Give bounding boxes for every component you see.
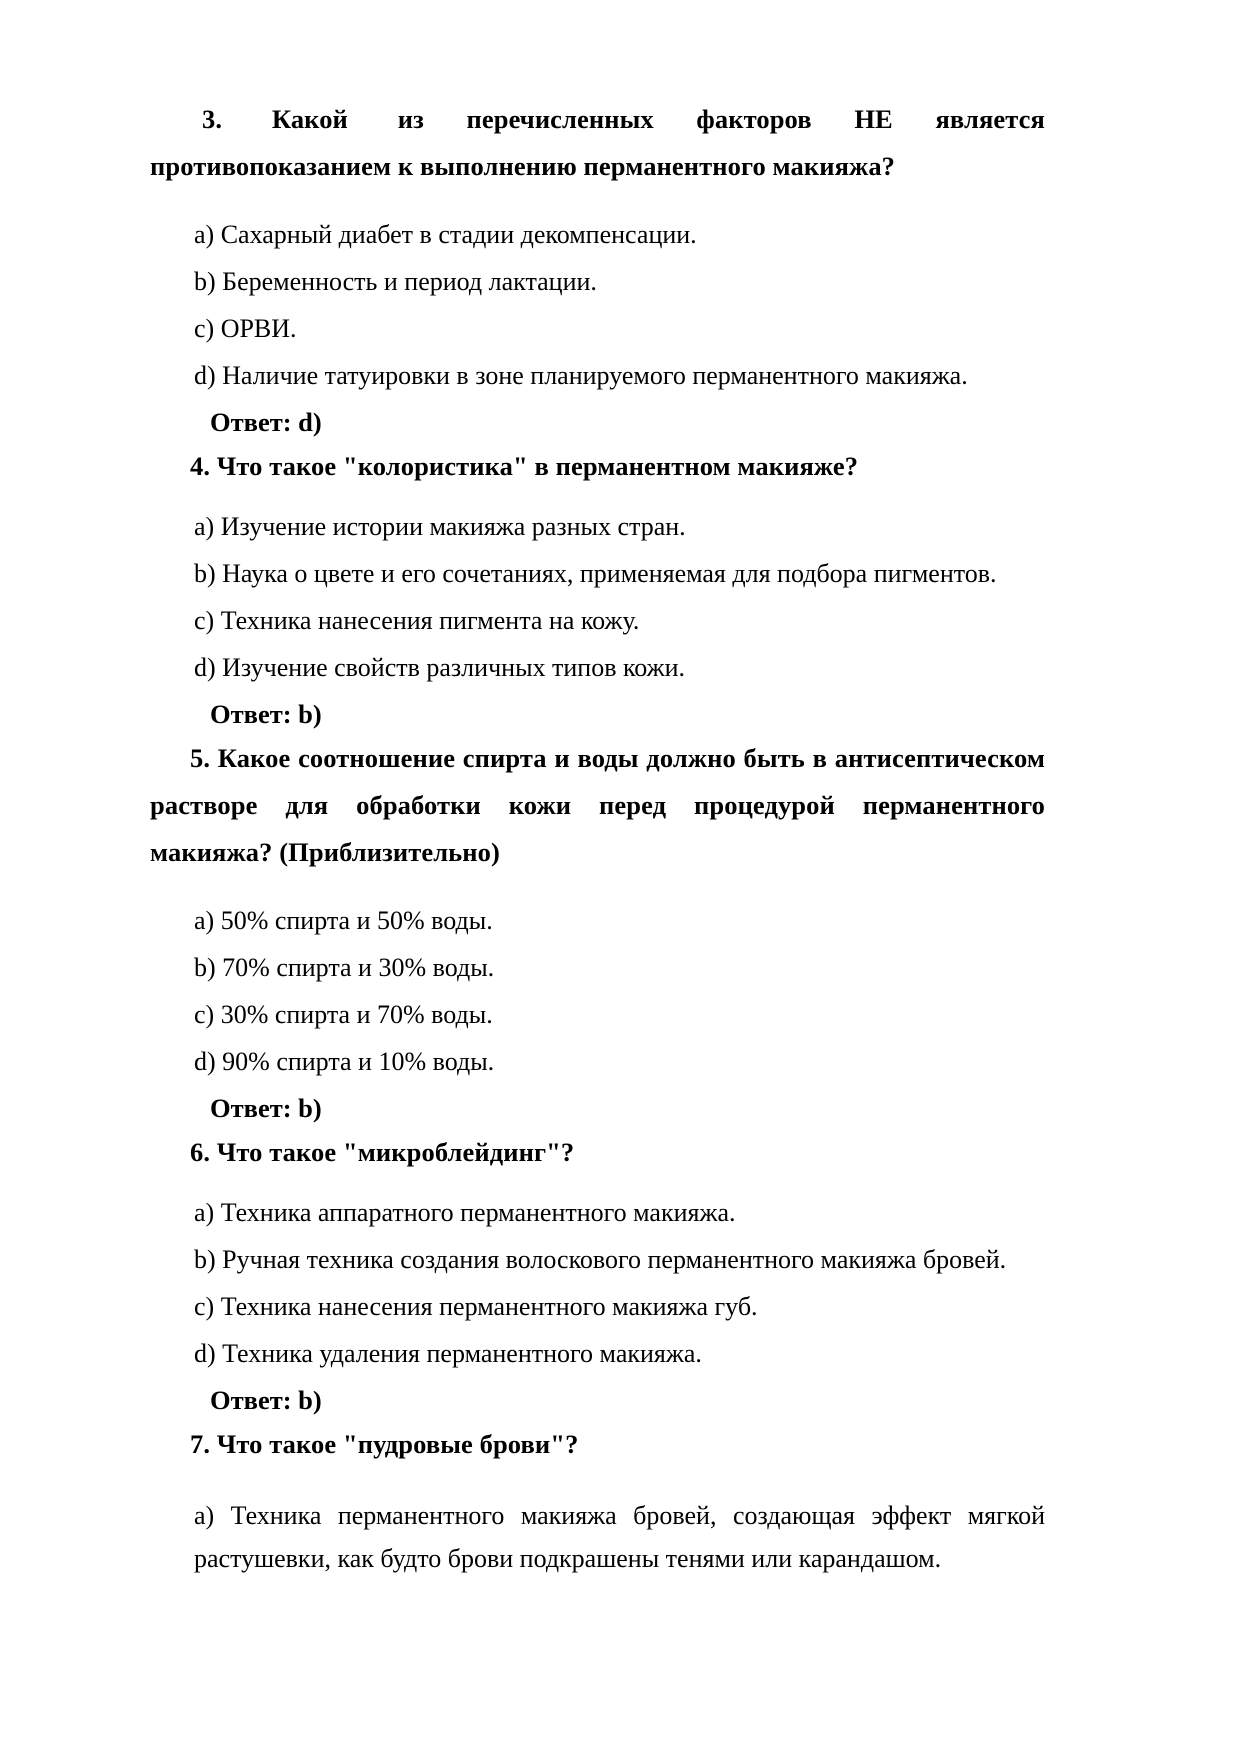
question-block-6 bbox=[150, 1125, 1045, 1417]
spacer bbox=[150, 589, 1045, 606]
question-block-7 bbox=[150, 1417, 1045, 1580]
spacer bbox=[150, 936, 1045, 953]
question-4-option-a: a) Изучение истории макияжа разных стран. bbox=[194, 512, 686, 541]
question-5-option-a: a) 50% спирта и 50% воды. bbox=[194, 906, 493, 935]
question-6-option-b: b) Ручная техника создания волоскового перманентного макияжа бровей. bbox=[194, 1245, 1007, 1274]
question-5-option-c: c) 30% спирта и 70% воды. bbox=[194, 1000, 493, 1029]
question-6-option-a: a) Техника аппаратного перманентного макияжа. bbox=[194, 1198, 736, 1227]
spacer bbox=[150, 683, 1045, 697]
question-7-option-a: a) Техника перманентного макияжа бровей, создающая эффект мягкой растушевки, как будто брови подкрашены тенями или карандашом. bbox=[194, 1501, 1045, 1573]
spacer bbox=[150, 1468, 1045, 1494]
question-3-option-c: c) ОРВИ. bbox=[194, 314, 297, 343]
question-3-answer: Ответ: d) bbox=[210, 407, 322, 437]
spacer bbox=[150, 1369, 1045, 1383]
question-7-heading: 7. Что такое "пудровые брови"? bbox=[190, 1429, 579, 1459]
question-4-option-c: c) Техника нанесения пигмента на кожу. bbox=[194, 606, 640, 635]
spacer bbox=[150, 1228, 1045, 1245]
spacer bbox=[150, 1077, 1045, 1091]
question-6-heading: 6. Что такое "микроблейдинг"? bbox=[190, 1137, 575, 1167]
spacer bbox=[150, 1322, 1045, 1339]
question-4-option-d: d) Изучение свойств различных типов кожи. bbox=[194, 653, 686, 682]
spacer bbox=[150, 190, 1045, 220]
spacer bbox=[150, 636, 1045, 653]
question-3-heading bbox=[150, 96, 1045, 190]
question-4-option-b: b) Наука о цвете и его сочетаниях, применяемая для подбора пигментов. bbox=[194, 559, 997, 588]
question-5-heading-line-3: (Приблизительно) bbox=[279, 837, 500, 867]
question-5-heading bbox=[150, 735, 1045, 876]
question-5-answer: Ответ: b) bbox=[210, 1093, 322, 1123]
question-6-option-d: d) Техника удаления перманентного макияжа. bbox=[194, 1339, 702, 1368]
question-5-option-b: b) 70% спирта и 30% воды. bbox=[194, 953, 495, 982]
spacer bbox=[150, 542, 1045, 559]
document-body bbox=[150, 96, 1045, 1580]
question-block-4 bbox=[150, 439, 1045, 731]
spacer bbox=[150, 1176, 1045, 1198]
question-4-heading: 4. Что такое "колористика" в перманентном макияже? bbox=[190, 451, 859, 481]
spacer bbox=[150, 297, 1045, 314]
question-5-heading-line-2: растворе для обработки кожи перед процедурой перманентного макияжа? bbox=[150, 790, 1045, 867]
spacer bbox=[150, 344, 1045, 361]
spacer bbox=[150, 391, 1045, 405]
spacer bbox=[150, 983, 1045, 1000]
question-3-option-a: a) Сахарный диабет в стадии декомпенсации. bbox=[194, 220, 697, 249]
question-5-option-d: d) 90% спирта и 10% воды. bbox=[194, 1047, 495, 1076]
question-block-5 bbox=[150, 731, 1045, 1125]
question-3-heading-line-2: противопоказанием к выполнению перманентного макияжа? bbox=[150, 151, 896, 181]
question-6-option-c: c) Техника нанесения перманентного макияжа губ. bbox=[194, 1292, 758, 1321]
question-3-option-b: b) Беременность и период лактации. bbox=[194, 267, 597, 296]
question-3-heading-line-1: 3. Какой из перечисленных факторов НЕ является bbox=[202, 104, 1045, 134]
question-4-answer: Ответ: b) bbox=[210, 699, 322, 729]
question-block-3 bbox=[150, 96, 1045, 439]
spacer bbox=[150, 876, 1045, 906]
spacer bbox=[150, 1030, 1045, 1047]
spacer bbox=[150, 1275, 1045, 1292]
question-3-option-d: d) Наличие татуировки в зоне планируемого перманентного макияжа. bbox=[194, 361, 968, 390]
question-6-answer: Ответ: b) bbox=[210, 1385, 322, 1415]
spacer bbox=[150, 250, 1045, 267]
spacer bbox=[150, 490, 1045, 512]
question-5-heading-line-1: 5. Какое соотношение спирта и воды должно быть в антисептическом bbox=[190, 743, 1045, 773]
